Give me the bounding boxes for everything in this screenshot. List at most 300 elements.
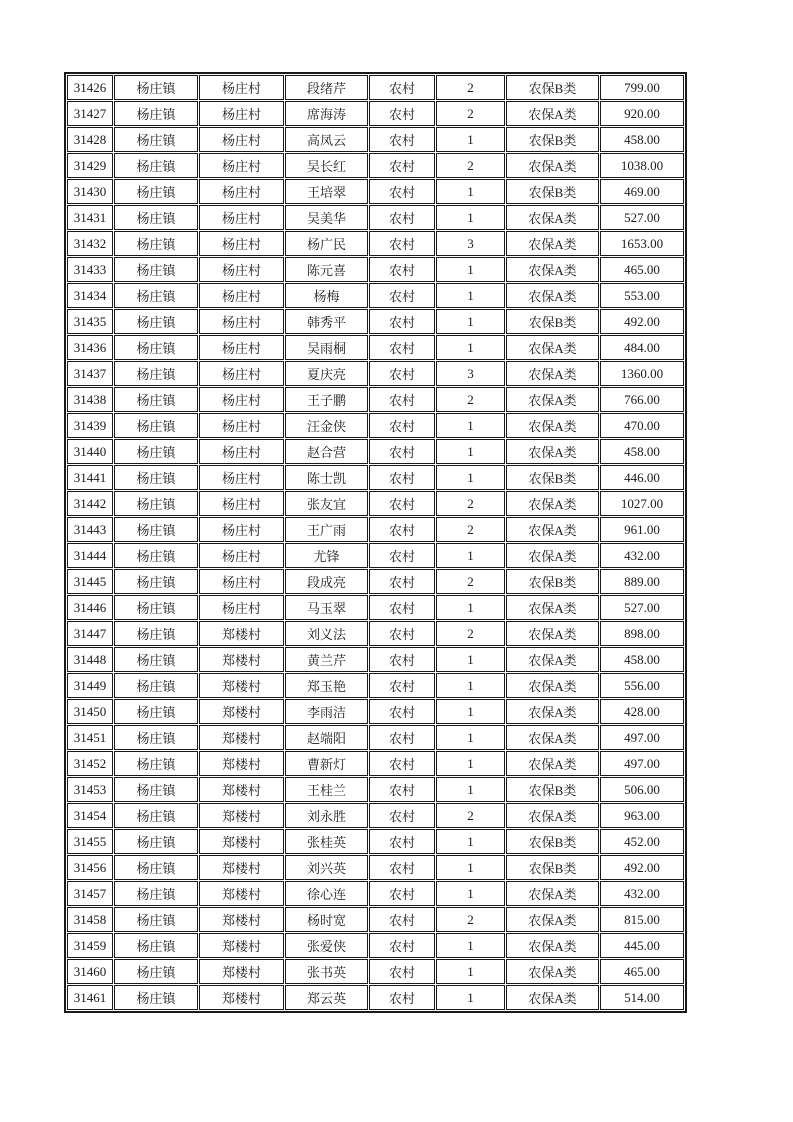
table-row xyxy=(67,101,684,126)
village-cell: 杨庄村 xyxy=(199,595,284,620)
village-cell: 杨庄村 xyxy=(199,153,284,178)
amount-cell: 527.00 xyxy=(600,595,684,620)
serial-cell: 31433 xyxy=(67,257,113,282)
insurance-class-cell: 农保A类 xyxy=(506,933,599,958)
amount-cell: 492.00 xyxy=(600,309,684,334)
town-cell: 杨庄镇 xyxy=(114,569,198,594)
amount-cell: 553.00 xyxy=(600,283,684,308)
household-category-cell: 农村 xyxy=(369,907,435,932)
table-row xyxy=(67,595,684,620)
person-name-cell: 曹新灯 xyxy=(285,751,368,776)
person-count-cell: 1 xyxy=(436,413,505,438)
insurance-class-cell: 农保A类 xyxy=(506,101,599,126)
village-cell: 杨庄村 xyxy=(199,205,284,230)
amount-cell: 506.00 xyxy=(600,777,684,802)
household-category-cell: 农村 xyxy=(369,569,435,594)
household-category-cell: 农村 xyxy=(369,491,435,516)
serial-cell: 31458 xyxy=(67,907,113,932)
household-category-cell: 农村 xyxy=(369,777,435,802)
insurance-class-cell: 农保A类 xyxy=(506,881,599,906)
serial-cell: 31437 xyxy=(67,361,113,386)
table-row xyxy=(67,517,684,542)
household-category-cell: 农村 xyxy=(369,855,435,880)
table-row xyxy=(67,933,684,958)
person-count-cell: 2 xyxy=(436,387,505,412)
village-cell: 杨庄村 xyxy=(199,335,284,360)
serial-cell: 31442 xyxy=(67,491,113,516)
insurance-class-cell: 农保A类 xyxy=(506,959,599,984)
serial-cell: 31455 xyxy=(67,829,113,854)
person-count-cell: 1 xyxy=(436,179,505,204)
insurance-class-cell: 农保A类 xyxy=(506,907,599,932)
amount-cell: 492.00 xyxy=(600,855,684,880)
person-count-cell: 3 xyxy=(436,231,505,256)
person-name-cell: 陈元喜 xyxy=(285,257,368,282)
person-name-cell: 汪金侠 xyxy=(285,413,368,438)
insurance-class-cell: 农保B类 xyxy=(506,777,599,802)
household-category-cell: 农村 xyxy=(369,673,435,698)
village-cell: 郑楼村 xyxy=(199,959,284,984)
village-cell: 杨庄村 xyxy=(199,179,284,204)
household-category-cell: 农村 xyxy=(369,881,435,906)
town-cell: 杨庄镇 xyxy=(114,647,198,672)
table-row xyxy=(67,179,684,204)
insurance-class-cell: 农保A类 xyxy=(506,283,599,308)
person-count-cell: 1 xyxy=(436,205,505,230)
person-count-cell: 1 xyxy=(436,725,505,750)
person-name-cell: 张桂英 xyxy=(285,829,368,854)
amount-cell: 815.00 xyxy=(600,907,684,932)
table-row xyxy=(67,257,684,282)
serial-cell: 31451 xyxy=(67,725,113,750)
village-cell: 杨庄村 xyxy=(199,517,284,542)
household-category-cell: 农村 xyxy=(369,283,435,308)
insurance-class-cell: 农保A类 xyxy=(506,673,599,698)
household-category-cell: 农村 xyxy=(369,309,435,334)
person-name-cell: 张爱侠 xyxy=(285,933,368,958)
town-cell: 杨庄镇 xyxy=(114,283,198,308)
insurance-class-cell: 农保A类 xyxy=(506,699,599,724)
amount-cell: 458.00 xyxy=(600,647,684,672)
amount-cell: 465.00 xyxy=(600,959,684,984)
serial-cell: 31443 xyxy=(67,517,113,542)
serial-cell: 31428 xyxy=(67,127,113,152)
person-count-cell: 1 xyxy=(436,881,505,906)
amount-cell: 484.00 xyxy=(600,335,684,360)
person-name-cell: 郑云英 xyxy=(285,985,368,1010)
amount-cell: 432.00 xyxy=(600,543,684,568)
insurance-class-cell: 农保A类 xyxy=(506,439,599,464)
person-count-cell: 1 xyxy=(436,829,505,854)
serial-cell: 31456 xyxy=(67,855,113,880)
insurance-class-cell: 农保A类 xyxy=(506,803,599,828)
serial-cell: 31429 xyxy=(67,153,113,178)
village-cell: 郑楼村 xyxy=(199,933,284,958)
amount-cell: 920.00 xyxy=(600,101,684,126)
amount-cell: 961.00 xyxy=(600,517,684,542)
household-category-cell: 农村 xyxy=(369,153,435,178)
village-cell: 郑楼村 xyxy=(199,699,284,724)
amount-cell: 446.00 xyxy=(600,465,684,490)
table-row xyxy=(67,621,684,646)
person-count-cell: 1 xyxy=(436,647,505,672)
serial-cell: 31445 xyxy=(67,569,113,594)
amount-cell: 963.00 xyxy=(600,803,684,828)
village-cell: 杨庄村 xyxy=(199,465,284,490)
town-cell: 杨庄镇 xyxy=(114,75,198,100)
village-cell: 杨庄村 xyxy=(199,283,284,308)
table-row xyxy=(67,387,684,412)
household-category-cell: 农村 xyxy=(369,699,435,724)
village-cell: 杨庄村 xyxy=(199,569,284,594)
household-category-cell: 农村 xyxy=(369,465,435,490)
person-count-cell: 1 xyxy=(436,699,505,724)
village-cell: 杨庄村 xyxy=(199,413,284,438)
village-cell: 杨庄村 xyxy=(199,257,284,282)
village-cell: 郑楼村 xyxy=(199,725,284,750)
household-category-cell: 农村 xyxy=(369,959,435,984)
table-row xyxy=(67,439,684,464)
table-row xyxy=(67,413,684,438)
person-name-cell: 夏庆亮 xyxy=(285,361,368,386)
insurance-class-cell: 农保B类 xyxy=(506,829,599,854)
amount-cell: 556.00 xyxy=(600,673,684,698)
serial-cell: 31460 xyxy=(67,959,113,984)
table-row xyxy=(67,907,684,932)
household-category-cell: 农村 xyxy=(369,751,435,776)
amount-cell: 458.00 xyxy=(600,127,684,152)
table-row xyxy=(67,153,684,178)
insurance-class-cell: 农保A类 xyxy=(506,153,599,178)
table-row xyxy=(67,283,684,308)
table-row xyxy=(67,361,684,386)
household-category-cell: 农村 xyxy=(369,517,435,542)
serial-cell: 31444 xyxy=(67,543,113,568)
household-category-cell: 农村 xyxy=(369,361,435,386)
person-count-cell: 1 xyxy=(436,777,505,802)
person-name-cell: 张书英 xyxy=(285,959,368,984)
person-name-cell: 王桂兰 xyxy=(285,777,368,802)
village-cell: 郑楼村 xyxy=(199,881,284,906)
serial-cell: 31457 xyxy=(67,881,113,906)
amount-cell: 1653.00 xyxy=(600,231,684,256)
insurance-class-cell: 农保B类 xyxy=(506,309,599,334)
village-cell: 郑楼村 xyxy=(199,803,284,828)
person-count-cell: 2 xyxy=(436,517,505,542)
serial-cell: 31461 xyxy=(67,985,113,1010)
village-cell: 郑楼村 xyxy=(199,855,284,880)
town-cell: 杨庄镇 xyxy=(114,751,198,776)
person-count-cell: 2 xyxy=(436,621,505,646)
person-count-cell: 1 xyxy=(436,257,505,282)
person-name-cell: 刘永胜 xyxy=(285,803,368,828)
table-row xyxy=(67,75,684,100)
household-category-cell: 农村 xyxy=(369,543,435,568)
table-row xyxy=(67,777,684,802)
insurance-class-cell: 农保B类 xyxy=(506,75,599,100)
household-category-cell: 农村 xyxy=(369,387,435,412)
person-name-cell: 杨梅 xyxy=(285,283,368,308)
town-cell: 杨庄镇 xyxy=(114,153,198,178)
town-cell: 杨庄镇 xyxy=(114,361,198,386)
table-row xyxy=(67,725,684,750)
amount-cell: 470.00 xyxy=(600,413,684,438)
amount-cell: 889.00 xyxy=(600,569,684,594)
person-count-cell: 1 xyxy=(436,933,505,958)
person-name-cell: 郑玉艳 xyxy=(285,673,368,698)
person-name-cell: 高凤云 xyxy=(285,127,368,152)
table-row xyxy=(67,127,684,152)
household-category-cell: 农村 xyxy=(369,803,435,828)
person-count-cell: 1 xyxy=(436,959,505,984)
household-category-cell: 农村 xyxy=(369,621,435,646)
town-cell: 杨庄镇 xyxy=(114,985,198,1010)
serial-cell: 31449 xyxy=(67,673,113,698)
amount-cell: 497.00 xyxy=(600,725,684,750)
town-cell: 杨庄镇 xyxy=(114,257,198,282)
person-count-cell: 1 xyxy=(436,595,505,620)
table-row xyxy=(67,647,684,672)
amount-cell: 1360.00 xyxy=(600,361,684,386)
insurance-class-cell: 农保A类 xyxy=(506,231,599,256)
town-cell: 杨庄镇 xyxy=(114,543,198,568)
insurance-class-cell: 农保A类 xyxy=(506,413,599,438)
insurance-class-cell: 农保B类 xyxy=(506,569,599,594)
serial-cell: 31431 xyxy=(67,205,113,230)
town-cell: 杨庄镇 xyxy=(114,231,198,256)
village-cell: 杨庄村 xyxy=(199,75,284,100)
town-cell: 杨庄镇 xyxy=(114,621,198,646)
insurance-class-cell: 农保B类 xyxy=(506,465,599,490)
town-cell: 杨庄镇 xyxy=(114,673,198,698)
person-count-cell: 3 xyxy=(436,361,505,386)
insurance-class-cell: 农保A类 xyxy=(506,205,599,230)
amount-cell: 1038.00 xyxy=(600,153,684,178)
village-cell: 郑楼村 xyxy=(199,673,284,698)
table-row xyxy=(67,803,684,828)
household-category-cell: 农村 xyxy=(369,127,435,152)
person-count-cell: 1 xyxy=(436,465,505,490)
household-category-cell: 农村 xyxy=(369,829,435,854)
person-name-cell: 王子鹏 xyxy=(285,387,368,412)
household-category-cell: 农村 xyxy=(369,725,435,750)
insurance-class-cell: 农保A类 xyxy=(506,387,599,412)
person-name-cell: 尤锋 xyxy=(285,543,368,568)
roster-table-body xyxy=(67,75,684,1010)
serial-cell: 31447 xyxy=(67,621,113,646)
serial-cell: 31435 xyxy=(67,309,113,334)
amount-cell: 799.00 xyxy=(600,75,684,100)
table-row xyxy=(67,465,684,490)
person-name-cell: 王广雨 xyxy=(285,517,368,542)
table-row xyxy=(67,751,684,776)
person-count-cell: 2 xyxy=(436,153,505,178)
village-cell: 郑楼村 xyxy=(199,985,284,1010)
person-name-cell: 段绪芹 xyxy=(285,75,368,100)
amount-cell: 898.00 xyxy=(600,621,684,646)
town-cell: 杨庄镇 xyxy=(114,881,198,906)
village-cell: 杨庄村 xyxy=(199,127,284,152)
household-category-cell: 农村 xyxy=(369,439,435,464)
table-row xyxy=(67,335,684,360)
household-category-cell: 农村 xyxy=(369,257,435,282)
town-cell: 杨庄镇 xyxy=(114,725,198,750)
serial-cell: 31450 xyxy=(67,699,113,724)
serial-cell: 31438 xyxy=(67,387,113,412)
serial-cell: 31453 xyxy=(67,777,113,802)
serial-cell: 31432 xyxy=(67,231,113,256)
insurance-roster-table xyxy=(64,72,687,1013)
village-cell: 杨庄村 xyxy=(199,491,284,516)
town-cell: 杨庄镇 xyxy=(114,907,198,932)
person-name-cell: 张友宜 xyxy=(285,491,368,516)
amount-cell: 469.00 xyxy=(600,179,684,204)
village-cell: 杨庄村 xyxy=(199,101,284,126)
amount-cell: 452.00 xyxy=(600,829,684,854)
person-count-cell: 2 xyxy=(436,569,505,594)
serial-cell: 31459 xyxy=(67,933,113,958)
person-name-cell: 杨时宽 xyxy=(285,907,368,932)
table-row xyxy=(67,569,684,594)
village-cell: 郑楼村 xyxy=(199,751,284,776)
town-cell: 杨庄镇 xyxy=(114,829,198,854)
person-count-cell: 1 xyxy=(436,439,505,464)
person-name-cell: 席海涛 xyxy=(285,101,368,126)
table-row xyxy=(67,231,684,256)
table-row xyxy=(67,829,684,854)
town-cell: 杨庄镇 xyxy=(114,205,198,230)
serial-cell: 31441 xyxy=(67,465,113,490)
table-row xyxy=(67,985,684,1010)
serial-cell: 31426 xyxy=(67,75,113,100)
town-cell: 杨庄镇 xyxy=(114,413,198,438)
village-cell: 郑楼村 xyxy=(199,907,284,932)
insurance-class-cell: 农保A类 xyxy=(506,257,599,282)
serial-cell: 31448 xyxy=(67,647,113,672)
person-name-cell: 吴雨桐 xyxy=(285,335,368,360)
village-cell: 郑楼村 xyxy=(199,777,284,802)
town-cell: 杨庄镇 xyxy=(114,855,198,880)
person-name-cell: 陈士凯 xyxy=(285,465,368,490)
serial-cell: 31430 xyxy=(67,179,113,204)
person-name-cell: 杨广民 xyxy=(285,231,368,256)
household-category-cell: 农村 xyxy=(369,179,435,204)
town-cell: 杨庄镇 xyxy=(114,465,198,490)
insurance-class-cell: 农保A类 xyxy=(506,517,599,542)
household-category-cell: 农村 xyxy=(369,647,435,672)
insurance-class-cell: 农保A类 xyxy=(506,725,599,750)
person-count-cell: 1 xyxy=(436,985,505,1010)
household-category-cell: 农村 xyxy=(369,933,435,958)
household-category-cell: 农村 xyxy=(369,75,435,100)
table-row xyxy=(67,491,684,516)
town-cell: 杨庄镇 xyxy=(114,309,198,334)
amount-cell: 428.00 xyxy=(600,699,684,724)
table-row xyxy=(67,855,684,880)
town-cell: 杨庄镇 xyxy=(114,595,198,620)
person-name-cell: 马玉翠 xyxy=(285,595,368,620)
household-category-cell: 农村 xyxy=(369,205,435,230)
person-count-cell: 1 xyxy=(436,673,505,698)
town-cell: 杨庄镇 xyxy=(114,959,198,984)
village-cell: 杨庄村 xyxy=(199,361,284,386)
town-cell: 杨庄镇 xyxy=(114,777,198,802)
amount-cell: 465.00 xyxy=(600,257,684,282)
person-name-cell: 刘兴英 xyxy=(285,855,368,880)
household-category-cell: 农村 xyxy=(369,101,435,126)
household-category-cell: 农村 xyxy=(369,985,435,1010)
amount-cell: 458.00 xyxy=(600,439,684,464)
person-name-cell: 王培翠 xyxy=(285,179,368,204)
insurance-class-cell: 农保A类 xyxy=(506,751,599,776)
person-count-cell: 1 xyxy=(436,309,505,334)
person-count-cell: 1 xyxy=(436,855,505,880)
table-row xyxy=(67,699,684,724)
person-count-cell: 1 xyxy=(436,127,505,152)
person-count-cell: 1 xyxy=(436,543,505,568)
person-count-cell: 1 xyxy=(436,283,505,308)
person-name-cell: 刘义法 xyxy=(285,621,368,646)
serial-cell: 31452 xyxy=(67,751,113,776)
town-cell: 杨庄镇 xyxy=(114,491,198,516)
insurance-class-cell: 农保A类 xyxy=(506,335,599,360)
town-cell: 杨庄镇 xyxy=(114,933,198,958)
amount-cell: 432.00 xyxy=(600,881,684,906)
village-cell: 杨庄村 xyxy=(199,387,284,412)
person-name-cell: 李雨洁 xyxy=(285,699,368,724)
person-name-cell: 段成亮 xyxy=(285,569,368,594)
insurance-class-cell: 农保B类 xyxy=(506,127,599,152)
serial-cell: 31436 xyxy=(67,335,113,360)
person-count-cell: 2 xyxy=(436,101,505,126)
serial-cell: 31439 xyxy=(67,413,113,438)
town-cell: 杨庄镇 xyxy=(114,101,198,126)
table-row xyxy=(67,673,684,698)
table-row xyxy=(67,881,684,906)
insurance-class-cell: 农保B类 xyxy=(506,855,599,880)
insurance-class-cell: 农保A类 xyxy=(506,361,599,386)
person-name-cell: 黄兰芹 xyxy=(285,647,368,672)
table-row xyxy=(67,309,684,334)
town-cell: 杨庄镇 xyxy=(114,127,198,152)
village-cell: 杨庄村 xyxy=(199,231,284,256)
amount-cell: 527.00 xyxy=(600,205,684,230)
household-category-cell: 农村 xyxy=(369,595,435,620)
person-count-cell: 2 xyxy=(436,907,505,932)
serial-cell: 31427 xyxy=(67,101,113,126)
person-count-cell: 1 xyxy=(436,335,505,360)
amount-cell: 497.00 xyxy=(600,751,684,776)
person-name-cell: 韩秀平 xyxy=(285,309,368,334)
town-cell: 杨庄镇 xyxy=(114,803,198,828)
household-category-cell: 农村 xyxy=(369,335,435,360)
town-cell: 杨庄镇 xyxy=(114,387,198,412)
amount-cell: 766.00 xyxy=(600,387,684,412)
village-cell: 郑楼村 xyxy=(199,621,284,646)
insurance-class-cell: 农保A类 xyxy=(506,647,599,672)
person-count-cell: 2 xyxy=(436,75,505,100)
amount-cell: 1027.00 xyxy=(600,491,684,516)
town-cell: 杨庄镇 xyxy=(114,335,198,360)
person-count-cell: 2 xyxy=(436,803,505,828)
town-cell: 杨庄镇 xyxy=(114,179,198,204)
amount-cell: 514.00 xyxy=(600,985,684,1010)
village-cell: 杨庄村 xyxy=(199,439,284,464)
insurance-class-cell: 农保A类 xyxy=(506,543,599,568)
table-row xyxy=(67,205,684,230)
village-cell: 郑楼村 xyxy=(199,829,284,854)
person-name-cell: 赵合营 xyxy=(285,439,368,464)
